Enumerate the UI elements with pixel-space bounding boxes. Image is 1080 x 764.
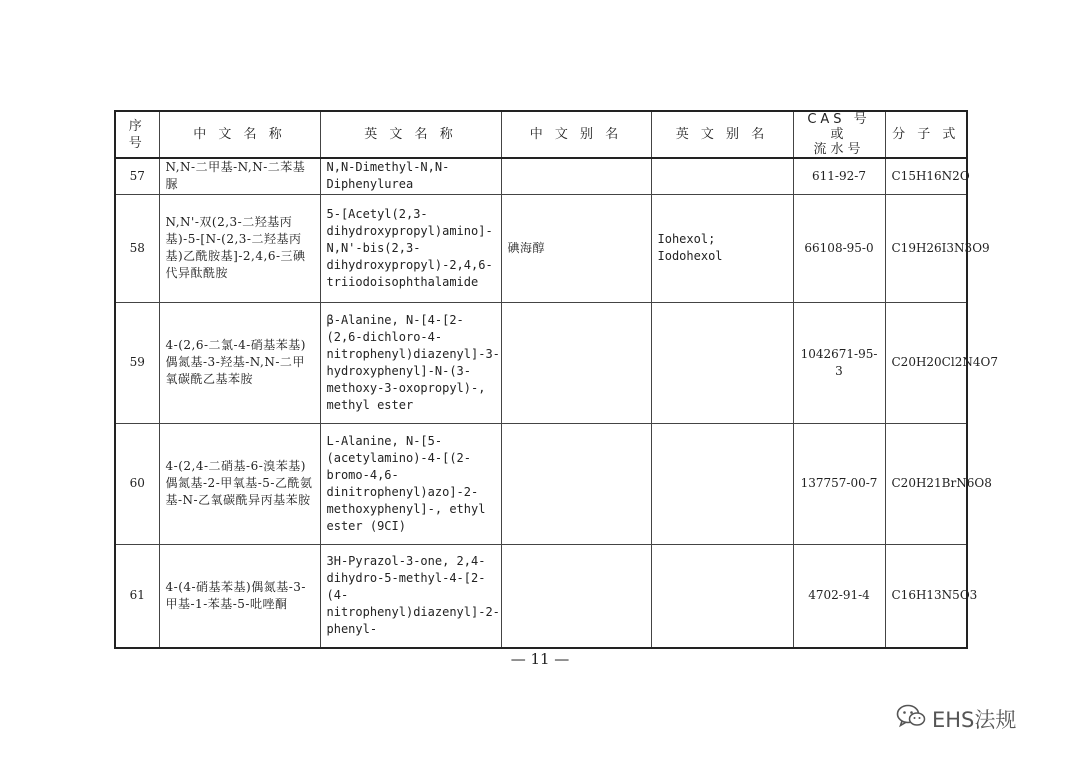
chemical-table (114, 110, 998, 649)
table-row (115, 194, 967, 302)
row-en-name: β-Alanine, N-[4-[2-(2,6-dichloro-4-nitrophenyl)diazenyl]-3-hydroxyphenyl]-N-(3-methoxy-3-oxopropyl)-, methyl ester (320, 302, 501, 423)
watermark (896, 703, 1016, 734)
row-formula: C16H13N5O3 (885, 544, 967, 648)
row-formula: C15H16N2O (885, 158, 967, 194)
header-row (115, 111, 967, 158)
row-cn-alias (501, 302, 651, 423)
page-number: — 11 — (510, 650, 570, 668)
row-en-name: N,N-Dimethyl-N,N-Diphenylurea (320, 158, 501, 194)
row-formula: C20H21BrN6O8 (885, 423, 967, 544)
row-en-alias (651, 544, 793, 648)
header-cas: CAS 号或 流水号 (793, 111, 885, 158)
row-cas: 137757-00-7 (793, 423, 885, 544)
row-en-alias: Iohexol; Iodohexol (651, 194, 793, 302)
row-en-name: 5-[Acetyl(2,3-dihydroxypropyl)amino]-N,N'-bis(2,3-dihydroxypropyl)-2,4,6-triiodoisophthalamide (320, 194, 501, 302)
row-en-alias (651, 423, 793, 544)
row-cn-alias (501, 544, 651, 648)
row-cas: 611-92-7 (793, 158, 885, 194)
table-row (115, 544, 967, 648)
row-no: 59 (115, 302, 159, 423)
row-no: 60 (115, 423, 159, 544)
header-en-alias: 英 文 别 名 (651, 111, 793, 158)
row-cn-alias: 碘海醇 (501, 194, 651, 302)
row-cn-alias (501, 423, 651, 544)
table-row (115, 302, 967, 423)
row-cn-name: N,N-二甲基-N,N-二苯基脲 (159, 158, 320, 194)
row-cn-name: 4-(4-硝基苯基)偶氮基-3-甲基-1-苯基-5-吡唑酮 (159, 544, 320, 648)
row-formula: C19H26I3N3O9 (885, 194, 967, 302)
row-cn-alias (501, 158, 651, 194)
header-no: 序号 (115, 111, 159, 158)
row-cn-name: 4-(2,6-二氯-4-硝基苯基)偶氮基-3-羟基-N,N-二甲氧碳酰乙基苯胺 (159, 302, 320, 423)
row-en-alias (651, 158, 793, 194)
row-en-alias (651, 302, 793, 423)
table-row (115, 158, 967, 194)
row-cas: 1042671-95-3 (793, 302, 885, 423)
row-formula: C20H20Cl2N4O7 (885, 302, 967, 423)
header-cn-name: 中 文 名 称 (159, 111, 320, 158)
row-en-name: L-Alanine, N-[5-(acetylamino)-4-[(2-bromo-4,6-dinitrophenyl)azo]-2-methoxyphenyl]-, ethyl ester (9CI) (320, 423, 501, 544)
row-no: 58 (115, 194, 159, 302)
watermark-text: EHS法规 (932, 707, 1017, 732)
wechat-icon (896, 703, 932, 734)
header-formula: 分 子 式 (885, 111, 967, 158)
header-cn-alias: 中 文 别 名 (501, 111, 651, 158)
row-cas: 4702-91-4 (793, 544, 885, 648)
row-cn-name: 4-(2,4-二硝基-6-溴苯基)偶氮基-2-甲氧基-5-乙酰氨基-N-乙氧碳酰异丙基苯胺 (159, 423, 320, 544)
row-no: 61 (115, 544, 159, 648)
table-row (115, 423, 967, 544)
row-en-name: 3H-Pyrazol-3-one, 2,4-dihydro-5-methyl-4-[2-(4-nitrophenyl)diazenyl]-2-phenyl- (320, 544, 501, 648)
header-en-name: 英 文 名 称 (320, 111, 501, 158)
row-cn-name: N,N'-双(2,3-二羟基丙基)-5-[N-(2,3-二羟基丙基)乙酰胺基]-2,4,6-三碘代异酞酰胺 (159, 194, 320, 302)
row-no: 57 (115, 158, 159, 194)
row-cas: 66108-95-0 (793, 194, 885, 302)
